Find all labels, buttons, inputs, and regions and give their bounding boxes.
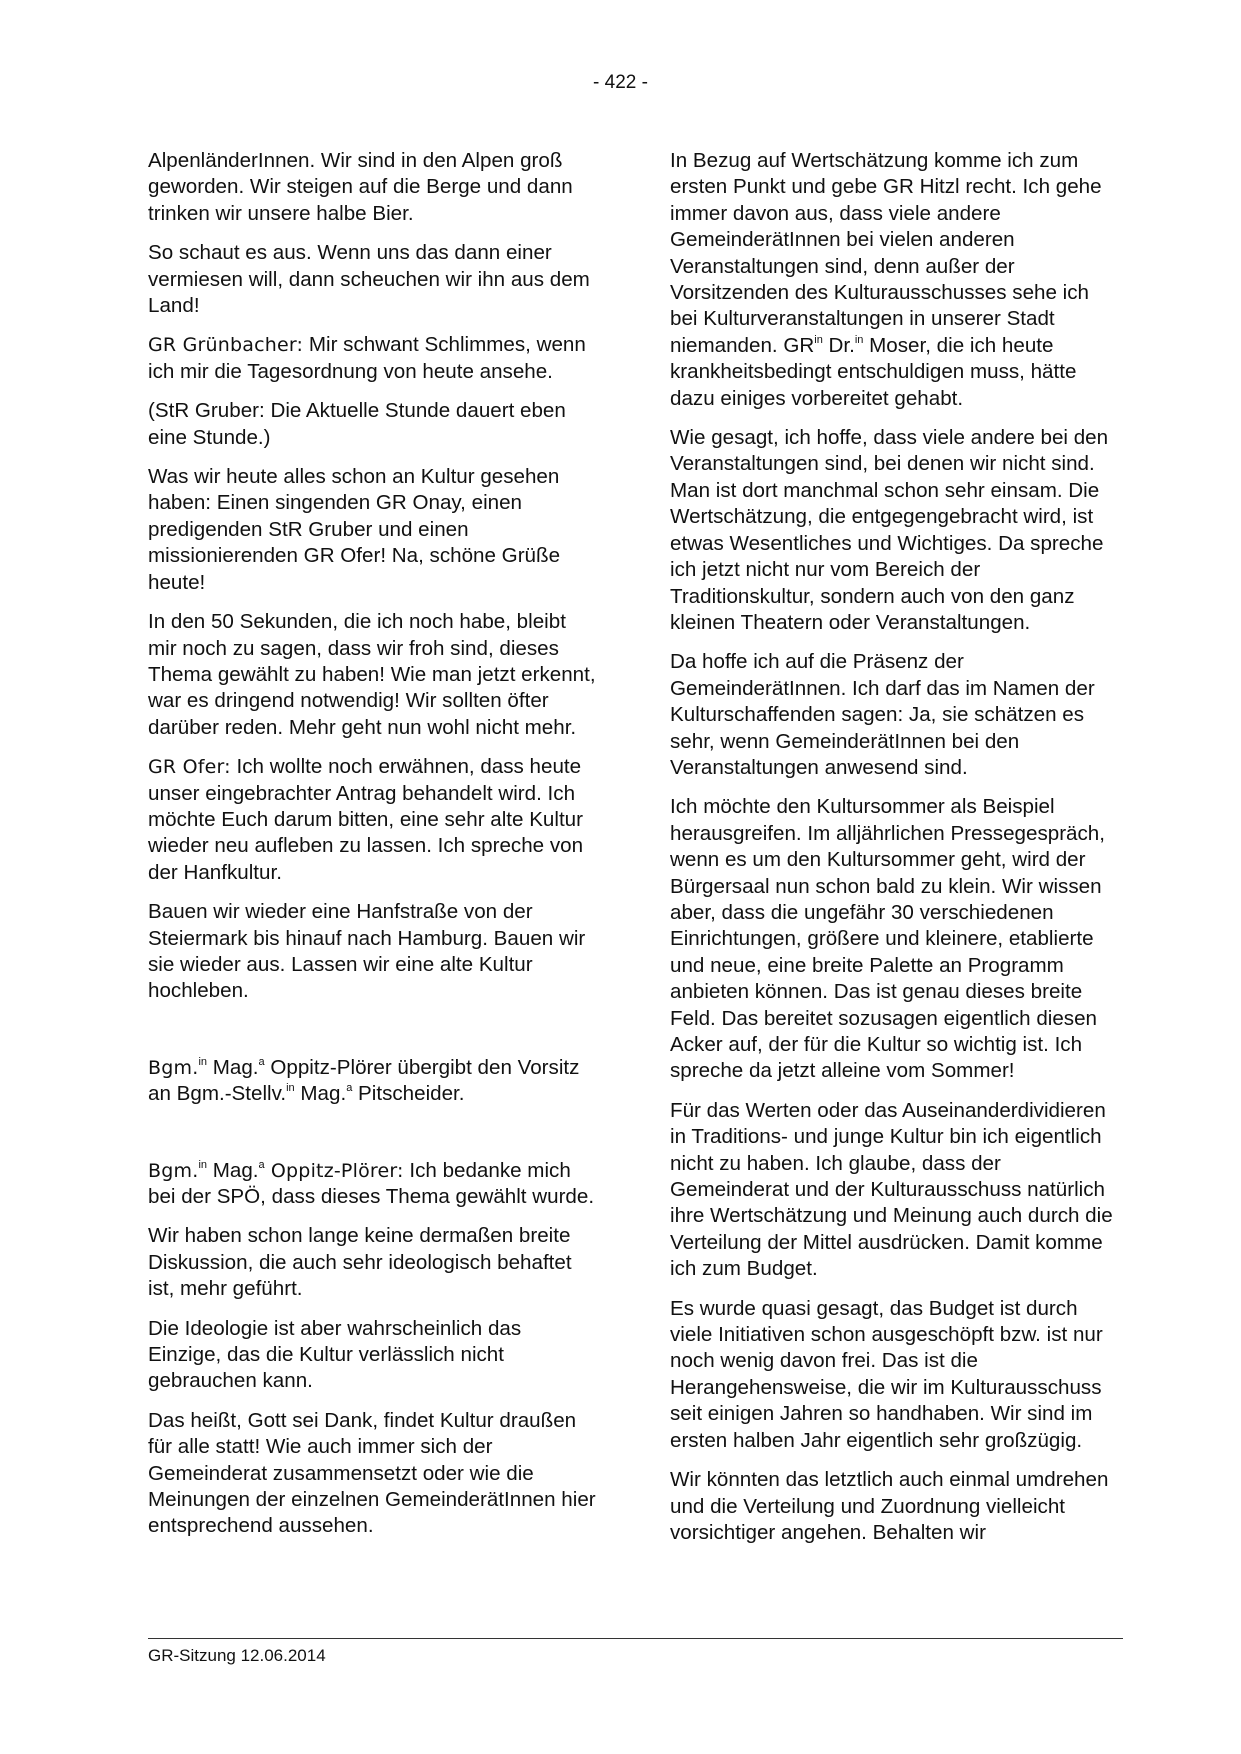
speech-text: Moser, die ich heute krankheitsbedingt entschuldigen muss, hätte dazu einiges vorbereitet gehabt. — [670, 333, 1077, 410]
speaker-name: GR Ofer: — [148, 756, 231, 779]
paragraph: Wie gesagt, ich hoffe, dass viele andere bei den Veranstaltungen sind, bei denen wir nicht sind. Man ist dort manchmal schon sehr einsam. Die Wertschätzung, die entgegengebracht wird, ist etwas Wesentliches und Wichtiges. Da spreche ich jetzt nicht nur vom Bereich der Traditionskultur, sondern auch von den ganz kleinen Theatern oder Veranstaltungen. — [670, 426, 1109, 634]
footer-session-date: GR-Sitzung 12.06.2014 — [148, 1646, 326, 1665]
superscript: a — [258, 1055, 265, 1068]
paragraph: Da hoffe ich auf die Präsenz der GemeinderätInnen. Ich darf das im Namen der Kulturschaffenden sagen: Ja, sie schätzen es sehr, wenn GemeinderätInnen bei den Veranstaltungen anwesend sind. — [670, 650, 1095, 779]
note-text: Oppitz-Plörer übergibt den Vorsitz an Bgm.-Stellv. — [148, 1055, 580, 1106]
paragraph — [148, 1158, 596, 1211]
paragraph: Die Ideologie ist aber wahrscheinlich das Einzige, das die Kultur verlässlich nicht gebrauchen kann. — [148, 1316, 522, 1393]
paragraph — [148, 332, 596, 385]
superscript: in — [198, 1055, 208, 1068]
paragraph: So schaut es aus. Wenn uns das dann einer vermiesen will, dann scheuchen wir ihn aus dem Land! — [148, 241, 590, 318]
speech-text: Ich bedanke mich bei der SPÖ, dass dieses Thema gewählt wurde. — [148, 1158, 595, 1208]
interjection: (StR Gruber: Die Aktuelle Stunde dauert eben eine Stunde.) — [148, 399, 566, 449]
speech-text: Dr. — [822, 333, 855, 357]
speech-text: Mir schwant Schlimmes, wenn ich mir die Tagesordnung von heute ansehe. — [148, 333, 586, 383]
title-text: Mag. — [207, 1055, 259, 1079]
chair-handover-note — [148, 1055, 596, 1108]
title-text: Bgm. — [148, 1056, 199, 1079]
page-number: - 422 - — [593, 72, 648, 93]
paragraph: Das heißt, Gott sei Dank, findet Kultur draußen für alle statt! Wie auch immer sich der Gemeinderat zusammensetzt oder wie die Meinungen der einzelnen GemeinderätInnen hier entsprechend aussehen. — [148, 1408, 596, 1538]
note-text: Pitscheider. — [352, 1082, 465, 1106]
paragraph: Ich möchte den Kultursommer als Beispiel herausgreifen. Im alljährlichen Pressegespräch, wenn es um den Kultursommer geht, wird der Bürgersaal nun schon bald zu klein. Wir wissen aber, dass die ungefähr 30 verschiedenen Einrichtungen, größere und kleinere, etablierte und neue, eine breite Palette an Programm anbieten können. Das ist genau dieses breite Feld. Das bereitet sozusagen eigentlich diesen Acker auf, der für die Kultur so wichtig ist. Ich spreche da jetzt alleine vom Sommer! — [670, 795, 1105, 1083]
paragraph: Was wir heute alles schon an Kultur gesehen haben: Einen singenden GR Onay, einen predigenden StR Gruber und einen missionierenden GR Ofer! Na, schöne Grüße heute! — [148, 465, 561, 594]
paragraph: AlpenländerInnen. Wir sind in den Alpen groß geworden. Wir steigen auf die Berge und dann trinken wir unsere halbe Bier. — [148, 149, 573, 225]
superscript: a — [346, 1082, 353, 1095]
left-column — [148, 148, 596, 1553]
speaker-name: Mag. — [207, 1158, 259, 1182]
paragraph: Bauen wir wieder eine Hanfstraße von der Steiermark bis hinauf nach Hamburg. Bauen wir sie wieder aus. Lassen wir eine alte Kultur hochleben. — [148, 900, 586, 1003]
superscript: in — [814, 333, 823, 346]
paragraph — [670, 148, 1118, 412]
paragraph: Es wurde quasi gesagt, das Budget ist durch viele Initiativen schon ausgeschöpft bzw. ist nur noch wenig davon frei. Das ist die Herangehensweise, die wir im Kulturausschuss seit einigen Jahren so handhaben. Wir sind im ersten halben Jahr eigentlich sehr großzügig. — [670, 1296, 1103, 1452]
speaker-name: Oppitz-Plörer: — [264, 1159, 404, 1182]
paragraph: In den 50 Sekunden, die ich noch habe, bleibt mir noch zu sagen, dass wir froh sind, dieses Thema gewählt zu haben! Wie man jetzt erkennt, war es dringend notwendig! Wir sollten öfter darüber reden. Mehr geht nun wohl nicht mehr. — [148, 610, 596, 739]
paragraph — [148, 754, 596, 886]
speaker-name: Bgm. — [148, 1159, 199, 1182]
speech-text: In Bezug auf Wertschätzung komme ich zum ersten Punkt und gebe GR Hitzl recht. Ich gehe immer davon aus, dass viele andere GemeinderätInnen bei vielen anderen Veranstaltungen sind, denn außer der Vorsitzenden des Kulturausschusses sehe ich bei Kulturveranstaltungen in unserer Stadt niemanden. GR — [670, 149, 1102, 357]
superscript: in — [286, 1082, 295, 1095]
superscript: in — [854, 333, 864, 346]
right-column — [670, 148, 1118, 1559]
speech-text: Ich wollte noch erwähnen, dass heute unser eingebrachter Antrag behandelt wird. Ich möchte Euch darum bitten, eine sehr alte Kultur wieder neu aufleben zu lassen. Ich spreche von der Hanfkultur. — [148, 755, 584, 884]
superscript: a — [258, 1158, 265, 1171]
speaker-name: GR Grünbacher: — [148, 334, 304, 357]
paragraph: Für das Werten oder das Auseinanderdividieren in Traditions- und junge Kultur bin ich eigentlich nicht zu haben. Ich glaube, dass der Gemeinderat und der Kulturausschuss natürlich ihre Wertschätzung und Meinung auch durch die Verteilung der Mittel ausdrücken. Damit komme ich zum Budget. — [670, 1098, 1113, 1281]
paragraph: Wir könnten das letztlich auch einmal umdrehen und die Verteilung und Zuordnung vielleicht vorsichtiger angehen. Behalten wir — [670, 1468, 1109, 1544]
title-text: Mag. — [294, 1082, 347, 1106]
paragraph: Wir haben schon lange keine dermaßen breite Diskussion, die auch sehr ideologisch behaftet ist, mehr geführt. — [148, 1224, 572, 1301]
superscript: in — [198, 1158, 208, 1171]
footer-divider — [148, 1638, 1123, 1639]
